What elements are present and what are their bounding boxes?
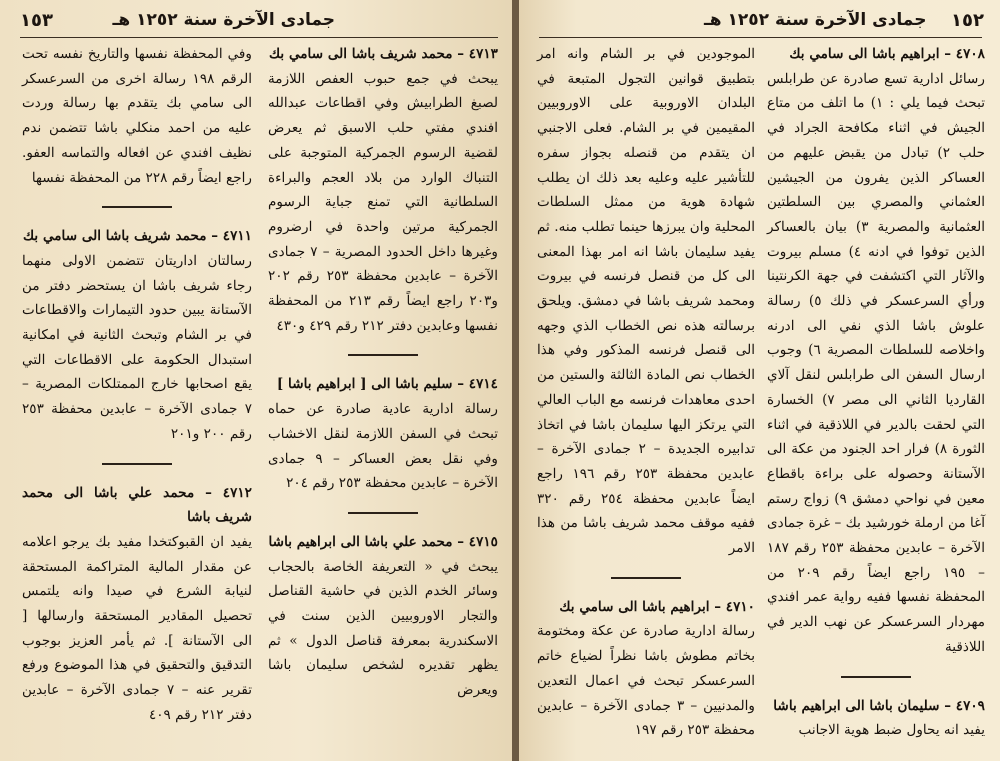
column-right: [767, 42, 985, 749]
left-page-header: [20, 6, 500, 34]
entry-4714: [268, 372, 498, 496]
book-gutter: [512, 0, 519, 761]
entry-4712: [22, 481, 252, 728]
entry-heading: ٤٧١٥ – محمد علي باشا الى ابراهيم باشا: [268, 533, 498, 550]
right-page: [519, 0, 1000, 761]
entry-text: رسالة ادارية عادية صادرة عن حماه تبحث في السفن اللازمة لنقل الاخشاب وفي نقل بعض العساكر – ٩ جمادى الآخرة – عابدين محفظة ٢٥٣ رقم ٢٠٤: [268, 401, 498, 492]
header-rule: [539, 37, 982, 38]
separator: [611, 577, 681, 579]
header-rule: [20, 37, 498, 38]
page-number: ١٥٢: [951, 9, 984, 31]
page-number: ١٥٣: [20, 9, 53, 31]
entry-text: يبحث في « التعريفة الخاصة بالحجاب وسائر الخدم الذين في حاشية القناصل والتجار الاوروبيين الذين سنت في الاسكندرية بمعرفة قناصل الدول » ثم يظهر تقديره لشخص سليمان باشا ويعرض: [268, 558, 498, 699]
entry-text: رسالة ادارية صادرة عن عكة ومختومة بخاتم مطوش باشا نظراً لضياع خاتم السرعسكر تبحث في اعمال التعدين والمدنيين – ٣ جمادى الآخرة – عابدين محفظة ٢٥٣ رقم ١٩٧: [537, 623, 755, 739]
entry-text: رسالتان اداريتان تتضمن الاولى منهما رجاء شريف باشا ان يستحضر دفتر من الآستانة يبين حدود التيمارات والاقطاعات في بر الشام وتبحث الثانية في امكانية استبدال الحكومة على الاقطاعات التي يقع اصحابها خارج الممتلكات المصرية – ٧ جمادى الآخرة – عابدين محفظة ٢٥٣ رقم ٢٠٠ و٢٠١: [22, 252, 252, 442]
column-left: [537, 42, 755, 749]
separator: [102, 206, 172, 208]
column-left: [22, 42, 252, 734]
entry-4711: [22, 224, 252, 446]
entry-text: وفي المحفظة نفسها والتاريخ نفسه تحت الرقم ١٩٨ رسالة اخرى من السرعسكر الى سامي بك يتقدم بها رسالة وردت عليه من احمد منكلي باشا تتضمن ندم نظيف افندي عن افعاله والتماسه العفو. راجع ايضاً رقم ٢٢٨ من المحفظة نفسها: [22, 46, 252, 186]
entry-heading: ٤٧١٣ – محمد شريف باشا الى سامي بك: [268, 46, 498, 62]
entry-heading: ٤٧٠٨ – ابراهيم باشا الى سامي بك: [789, 46, 985, 62]
entry-4709: [767, 694, 985, 743]
entry-text: يفيد ان القبوكتخدا مفيد بك يرجو اعلامه عن مقدار المالية المتراكمة المستحقة لنيابة الشرع في صيدا وانه يلتمس تحصيل المقادير المستحقة وارسالها [ الى الآستانة ]. ثم يأمر العزيز بوجوب التدقيق والتحقيق في هذا الموضوع ورفع تقرير عنه – ٧ جمادى الآخرة – عابدين دفتر ٢١٢ رقم ٤٠٩: [22, 533, 252, 723]
separator: [348, 512, 418, 514]
right-page-header: [539, 6, 984, 34]
entry-heading: ٤٧١٠ – ابراهيم باشا الى سامي بك: [559, 598, 755, 615]
separator: [102, 463, 172, 465]
entry-4713: [268, 42, 498, 338]
column-right: [268, 42, 498, 709]
entry-4715: [268, 530, 498, 703]
entry-heading: ٤٧١٤ – سليم باشا الى [ ابراهيم باشا ]: [276, 376, 498, 393]
running-head: جمادى الآخرة سنة ١٢٥٢ هـ: [112, 10, 335, 30]
entry-text: رسائل ادارية تسع صادرة عن طرابلس تبحث فيما يلي : ١) ما اتلف من متاع الجيش في اثناء مكافحة الجراد في حلب ٢) تبادل من يقبض عليهم من العساكر الذين يفرون من الجيشين العثماني والمصري بين السلطتين العثمانية والمصرية ٣) بيان بالعساكر الذين توفوا في ادنه ٤) مسلم بيروت والآثار التي اكتشفت في جهة الكرنتينا ورأي السرعسكر في ذلك ٥) رسالة علوش باشا الذي نفي الى ادرنه واخلاصه للسلطات المصرية ٦) وجوب ارسال السفن الى طرابلس لنقل آلاي القارديا الثاني الى مصر ٧) الخسارة التي لحقت بالدير في اللاذقية في اثناء الثورة ٨) فرار احد الجنود من عكة الى الآستانة وحصوله على براءة باقطاع معين في نواحي دمشق ٩) زواج رستم آغا من ارملة خورشيد بك – غرة جمادى الآخرة – عابدين محفظة ٢٥٣ رقم ١٨٧ – ١٩٥ راجع ايضاً رقم ٢٠٩ من المحفظة نفسها ففيه رواية عمر افندي مهردار السرعسكر عن نهب الدير في اللاذقية: [767, 70, 986, 655]
entry-text: يبحث في جمع حبوب العفص اللازمة لصبغ الطرابيش وفي اقطاعات عبدالله افندي مفتي حلب الاسبق ثم يعرض لقضية الرسوم الجمركية المتوجبة على التنباك الوارد من بلاد العجم والبراءة السلطانية التي تمنع جباية الرسوم الجمركية مرتين واحدة في ارضروم وغيرها داخل الحدود المصرية – ٧ جمادى الآخرة – عابدين محفظة ٢٥٣ رقم ٢٠٢ و٢٠٣ راجع ايضاً رقم ٢١٣ من المحفظة نفسها وعابدين دفتر ٢١٢ رقم ٤٢٩ و٤٣٠: [268, 70, 498, 334]
separator: [841, 676, 911, 678]
entry-4710-cont: [22, 42, 252, 190]
running-head: جمادى الآخرة سنة ١٢٥٢ هـ: [704, 10, 927, 30]
entry-4709-cont: [537, 42, 755, 561]
entry-4708: [767, 42, 985, 660]
entry-4710: [537, 595, 755, 743]
separator: [348, 354, 418, 356]
entry-text: الموجودين في بر الشام وانه امر بتطبيق قوانين التجول المتبعة في البلدان الاوروبية على الاوروبيين المقيمين في بر الشام. فعلى الاجنبي ان يتقدم من قنصله بجواز سفره للتأشير عليه وعليه بعد ذلك ان يطلب شهادة هوية من ممثل السلطات المحلية وان يبرزها حينما تطلب منه. ثم يفيد سليمان باشا انه امر بهذا المعنى الى كل من قنصل فرنسه في بيروت ومحمد شريف باشا في دمشق. ويلحق برسالته هذه نص الخطاب الذي وجهه الى قنصل فرنسه المذكور وفي هذا الخطاب نص المادة الثالثة والستين من احدى معاهدات فرنسه مع الباب العالي التي يرتكز اليها سليمان باشا في اتخاذ تدابيره الجديدة – ٢ جمادى الآخرة – عابدين محفظة ٢٥٣ رقم ١٩٦ راجع ايضاً عابدين محفظة ٢٥٤ رقم ٣٢٠ ففيه موقف محمد شريف باشا من هذا الامر: [537, 46, 755, 557]
entry-text: يفيد انه يحاول ضبط هوية الاجانب: [798, 722, 985, 739]
entry-heading: ٤٧١٢ – محمد علي باشا الى محمد شريف باشا: [22, 484, 252, 526]
entry-heading: ٤٧١١ – محمد شريف باشا الى سامي بك: [22, 228, 252, 245]
entry-heading: ٤٧٠٩ – سليمان باشا الى ابراهيم باشا: [773, 697, 985, 714]
